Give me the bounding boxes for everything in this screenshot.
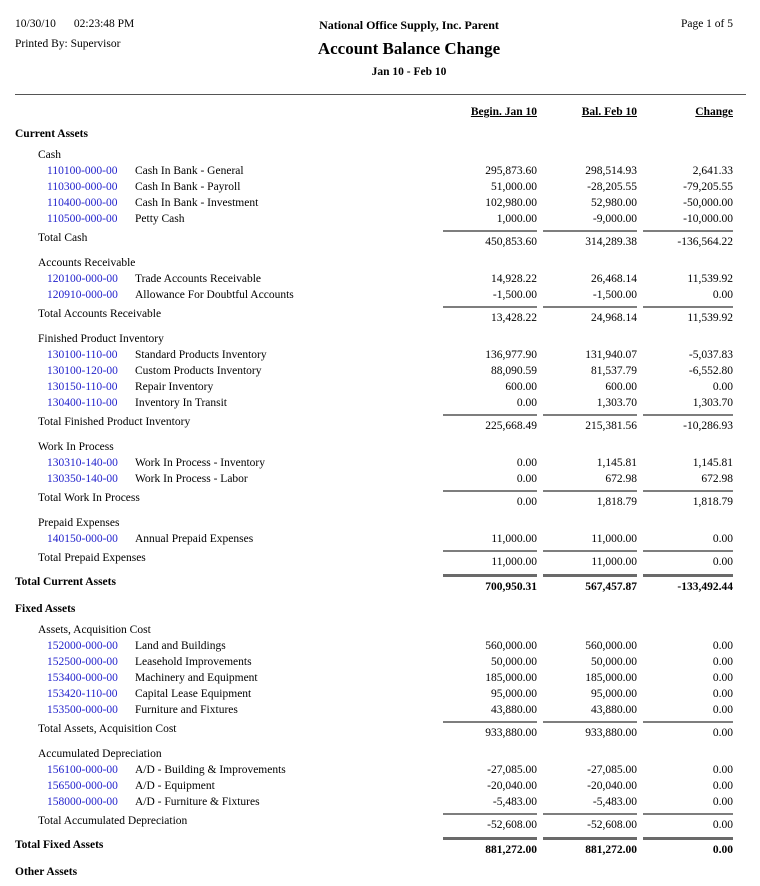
- value-cell-col1: 560,000.00: [485, 640, 537, 652]
- account-row: [15, 794, 733, 810]
- account-row: [15, 271, 733, 287]
- account-number-link[interactable]: 140150-000-00: [47, 533, 118, 545]
- value-cell-col3: 1,818.79: [643, 490, 733, 510]
- account-cell: [15, 395, 437, 411]
- section-row: [15, 126, 733, 142]
- value-cell-col3: -136,564.22: [643, 230, 733, 250]
- value-cell-col1: [443, 147, 537, 163]
- value-cell-col3: [643, 864, 733, 880]
- value-cell-col3: [643, 255, 733, 271]
- subtotal-row: [15, 550, 733, 570]
- value-cell-col2: 131,940.07: [585, 349, 637, 361]
- subsection-row: [15, 147, 733, 163]
- value-cell-col3: 0.00: [712, 796, 733, 808]
- column-header-bal: [543, 104, 637, 120]
- value-cell-col1: -27,085.00: [487, 764, 537, 776]
- account-description: Land and Buildings: [135, 640, 226, 652]
- value-cell-col1: 14,928.22: [491, 273, 537, 285]
- value-cell-col1: 13,428.22: [443, 306, 537, 326]
- account-row: [15, 654, 733, 670]
- value-cell-col1: 600.00: [505, 381, 537, 393]
- value-cell-col3: 0.00: [712, 381, 733, 393]
- value-cell-col1: 0.00: [516, 473, 537, 485]
- header-left: [15, 14, 195, 54]
- account-description: Custom Products Inventory: [135, 365, 262, 377]
- column-header-spacer: [15, 104, 437, 120]
- column-header-row: [15, 104, 733, 120]
- value-cell-col1: 0.00: [443, 490, 537, 510]
- value-cell-col3: 672.98: [701, 473, 733, 485]
- value-cell-col2: -5,483.00: [592, 796, 637, 808]
- account-cell: [15, 455, 437, 471]
- subsection-row: [15, 515, 733, 531]
- value-cell-col1: -5,483.00: [492, 796, 537, 808]
- value-cell-col2: 11,000.00: [543, 550, 637, 570]
- print-time: 02:23:48 PM: [73, 18, 135, 30]
- header-center: [195, 14, 623, 78]
- subsection-label: Accumulated Depreciation: [38, 748, 162, 760]
- value-cell-col2: [543, 864, 637, 880]
- value-cell-col3: -10,000.00: [683, 213, 733, 225]
- account-cell: [15, 179, 437, 195]
- value-cell-col2: [543, 439, 637, 455]
- account-number-link[interactable]: 120100-000-00: [47, 273, 118, 285]
- account-description: Cash In Bank - General: [135, 165, 244, 177]
- account-row: [15, 395, 733, 411]
- account-description: Petty Cash: [135, 213, 185, 225]
- value-cell-col3: -50,000.00: [683, 197, 733, 209]
- account-description: Inventory In Transit: [135, 397, 227, 409]
- account-row: [15, 686, 733, 702]
- value-cell-col1: 88,090.59: [491, 365, 537, 377]
- account-description: Machinery and Equipment: [135, 672, 258, 684]
- print-datetime: [15, 14, 195, 34]
- page-number: Page 1 of 5: [680, 18, 733, 30]
- account-number-link[interactable]: 130310-140-00: [47, 457, 118, 469]
- value-cell-col1: [443, 601, 537, 617]
- subtotal-row: [15, 721, 733, 741]
- value-cell-col1: 0.00: [516, 457, 537, 469]
- value-cell-col2: 50,000.00: [591, 656, 637, 668]
- value-cell-col1: 11,000.00: [491, 533, 537, 545]
- value-cell-col2: -28,205.55: [587, 181, 637, 193]
- value-cell-col1: 0.00: [516, 397, 537, 409]
- section-row: [15, 601, 733, 617]
- account-description: Cash In Bank - Payroll: [135, 181, 241, 193]
- value-cell-col1: [443, 746, 537, 762]
- value-cell-col1: [443, 439, 537, 455]
- account-number-link[interactable]: 156500-000-00: [47, 780, 118, 792]
- subtotal-label: Total Accounts Receivable: [38, 308, 162, 320]
- column-header-bal-label: Bal. Feb 10: [581, 106, 637, 118]
- value-cell-col1: [443, 622, 537, 638]
- account-cell: [15, 363, 437, 379]
- column-header-change-label: Change: [695, 106, 733, 118]
- account-row: [15, 195, 733, 211]
- value-cell-col2: -20,040.00: [587, 780, 637, 792]
- value-cell-col1: 43,880.00: [491, 704, 537, 716]
- value-cell-col3: 0.00: [643, 837, 733, 858]
- value-cell-col3: [643, 147, 733, 163]
- value-cell-col2: 672.98: [605, 473, 637, 485]
- column-header-begin: [443, 104, 537, 120]
- value-cell-col2: -52,608.00: [543, 813, 637, 833]
- account-cell: [15, 654, 437, 670]
- value-cell-col2: 314,289.38: [543, 230, 637, 250]
- value-cell-col3: 0.00: [712, 289, 733, 301]
- account-description: A/D - Equipment: [135, 780, 215, 792]
- account-number-link[interactable]: 110100-000-00: [47, 165, 118, 177]
- value-cell-col1: 51,000.00: [491, 181, 537, 193]
- subsection-row: [15, 622, 733, 638]
- value-cell-col3: [643, 601, 733, 617]
- value-cell-col1: [443, 126, 537, 142]
- value-cell-col1: [443, 515, 537, 531]
- value-cell-col2: 215,381.56: [543, 414, 637, 434]
- value-cell-col2: 81,537.79: [591, 365, 637, 377]
- account-description: A/D - Furniture & Fixtures: [135, 796, 260, 808]
- value-cell-col1: [443, 255, 537, 271]
- print-date: 10/30/10: [15, 18, 56, 30]
- account-description: Repair Inventory: [135, 381, 214, 393]
- value-cell-col1: 700,950.31: [443, 574, 537, 595]
- account-number-link[interactable]: 130400-110-00: [47, 397, 118, 409]
- subsection-row: [15, 439, 733, 455]
- value-cell-col1: 102,980.00: [485, 197, 537, 209]
- value-cell-col3: -6,552.80: [688, 365, 733, 377]
- value-cell-col2: 185,000.00: [585, 672, 637, 684]
- subsection-label: Cash: [38, 149, 61, 161]
- account-cell: [15, 211, 437, 227]
- account-description: Standard Products Inventory: [135, 349, 267, 361]
- value-cell-col3: 11,539.92: [643, 306, 733, 326]
- value-cell-col3: [643, 331, 733, 347]
- account-row: [15, 211, 733, 227]
- value-cell-col3: 0.00: [712, 704, 733, 716]
- account-row: [15, 163, 733, 179]
- value-cell-col1: 1,000.00: [496, 213, 537, 225]
- value-cell-col2: [543, 147, 637, 163]
- value-cell-col1: -52,608.00: [443, 813, 537, 833]
- subsection-label: Work In Process: [38, 441, 114, 453]
- account-description: Cash In Bank - Investment: [135, 197, 259, 209]
- account-number-link[interactable]: 130100-110-00: [47, 349, 118, 361]
- section-label: Fixed Assets: [15, 603, 76, 615]
- value-cell-col3: -10,286.93: [643, 414, 733, 434]
- account-number-link[interactable]: 130100-120-00: [47, 365, 118, 377]
- account-number-link[interactable]: 120910-000-00: [47, 289, 118, 301]
- account-description: Trade Accounts Receivable: [135, 273, 262, 285]
- account-row: [15, 379, 733, 395]
- report-body: [15, 126, 733, 880]
- account-description: Work In Process - Labor: [135, 473, 248, 485]
- account-number-link[interactable]: 152500-000-00: [47, 656, 118, 668]
- account-number-link[interactable]: 110300-000-00: [47, 181, 118, 193]
- subsection-row: [15, 331, 733, 347]
- value-cell-col3: 11,539.92: [687, 273, 733, 285]
- account-cell: [15, 531, 437, 547]
- value-cell-col1: 225,668.49: [443, 414, 537, 434]
- value-cell-col2: 24,968.14: [543, 306, 637, 326]
- value-cell-col2: -27,085.00: [587, 764, 637, 776]
- subsection-label: Prepaid Expenses: [38, 517, 120, 529]
- subtotal-row: [15, 813, 733, 833]
- value-cell-col2: [543, 515, 637, 531]
- account-row: [15, 471, 733, 487]
- value-cell-col3: [643, 746, 733, 762]
- value-cell-col2: 881,272.00: [543, 837, 637, 858]
- value-cell-col3: 0.00: [643, 813, 733, 833]
- company-name: National Office Supply, Inc. Parent: [319, 18, 499, 32]
- subtotal-row: [15, 306, 733, 326]
- value-cell-col1: [443, 331, 537, 347]
- value-cell-col2: 43,880.00: [591, 704, 637, 716]
- account-row: [15, 363, 733, 379]
- section-row: [15, 864, 733, 880]
- value-cell-col3: [643, 622, 733, 638]
- value-cell-col3: [643, 515, 733, 531]
- value-cell-col2: [543, 331, 637, 347]
- value-cell-col2: 600.00: [605, 381, 637, 393]
- account-cell: [15, 271, 437, 287]
- subtotal-label: Total Assets, Acquisition Cost: [38, 723, 177, 735]
- value-cell-col3: 0.00: [712, 656, 733, 668]
- account-row: [15, 531, 733, 547]
- account-description: Work In Process - Inventory: [135, 457, 266, 469]
- subsection-label: Assets, Acquisition Cost: [38, 624, 151, 636]
- value-cell-col1: 185,000.00: [485, 672, 537, 684]
- grandtotal-row: [15, 837, 733, 858]
- grandtotal-label: Total Current Assets: [15, 576, 116, 588]
- subsection-label: Accounts Receivable: [38, 257, 136, 269]
- account-cell: [15, 195, 437, 211]
- account-number-link[interactable]: 152000-000-00: [47, 640, 118, 652]
- grandtotal-label: Total Fixed Assets: [15, 839, 104, 851]
- report-period: Jan 10 - Feb 10: [371, 66, 447, 78]
- subtotal-row: [15, 414, 733, 434]
- value-cell-col2: -9,000.00: [592, 213, 637, 225]
- account-number-link[interactable]: 153400-000-00: [47, 672, 118, 684]
- subtotal-row: [15, 490, 733, 510]
- account-cell: [15, 762, 437, 778]
- value-cell-col3: 0.00: [712, 640, 733, 652]
- value-cell-col3: -79,205.55: [683, 181, 733, 193]
- printed-by: Printed By: Supervisor: [15, 38, 121, 50]
- value-cell-col1: 881,272.00: [443, 837, 537, 858]
- value-cell-col1: 450,853.60: [443, 230, 537, 250]
- account-cell: [15, 702, 437, 718]
- value-cell-col1: -20,040.00: [487, 780, 537, 792]
- account-number-link[interactable]: 110400-000-00: [47, 197, 118, 209]
- account-cell: [15, 794, 437, 810]
- value-cell-col1: 933,880.00: [443, 721, 537, 741]
- account-row: [15, 455, 733, 471]
- account-description: Allowance For Doubtful Accounts: [135, 289, 294, 301]
- value-cell-col3: 2,641.33: [692, 165, 733, 177]
- value-cell-col2: -1,500.00: [592, 289, 637, 301]
- subtotal-label: Total Finished Product Inventory: [38, 416, 191, 428]
- column-header-begin-label: Begin. Jan 10: [470, 106, 537, 118]
- account-cell: [15, 686, 437, 702]
- account-number-link[interactable]: 153500-000-00: [47, 704, 118, 716]
- value-cell-col3: [643, 126, 733, 142]
- value-cell-col2: 1,303.70: [596, 397, 637, 409]
- value-cell-col3: 0.00: [712, 780, 733, 792]
- account-description: Capital Lease Equipment: [135, 688, 252, 700]
- account-cell: [15, 670, 437, 686]
- value-cell-col2: [543, 601, 637, 617]
- account-number-link[interactable]: 130150-110-00: [47, 381, 118, 393]
- value-cell-col2: 298,514.93: [585, 165, 637, 177]
- section-label: Other Assets: [15, 866, 78, 878]
- subtotal-row: [15, 230, 733, 250]
- value-cell-col3: 1,145.81: [692, 457, 733, 469]
- account-cell: [15, 379, 437, 395]
- value-cell-col1: 11,000.00: [443, 550, 537, 570]
- value-cell-col3: 0.00: [712, 533, 733, 545]
- value-cell-col3: 0.00: [643, 721, 733, 741]
- account-description: A/D - Building & Improvements: [135, 764, 286, 776]
- value-cell-col1: 50,000.00: [491, 656, 537, 668]
- account-row: [15, 702, 733, 718]
- account-cell: [15, 778, 437, 794]
- account-cell: [15, 287, 437, 303]
- subtotal-label: Total Work In Process: [38, 492, 140, 504]
- value-cell-col2: 560,000.00: [585, 640, 637, 652]
- value-cell-col2: 567,457.87: [543, 574, 637, 595]
- account-row: [15, 638, 733, 654]
- section-label: Current Assets: [15, 128, 88, 140]
- value-cell-col2: 11,000.00: [591, 533, 637, 545]
- column-header-change: [643, 104, 733, 120]
- value-cell-col2: 1,818.79: [543, 490, 637, 510]
- account-cell: [15, 347, 437, 363]
- account-row: [15, 347, 733, 363]
- value-cell-col3: 0.00: [712, 672, 733, 684]
- value-cell-col3: 0.00: [643, 550, 733, 570]
- subtotal-label: Total Prepaid Expenses: [38, 552, 146, 564]
- value-cell-col2: 95,000.00: [591, 688, 637, 700]
- value-cell-col3: -5,037.83: [688, 349, 733, 361]
- value-cell-col1: 295,873.60: [485, 165, 537, 177]
- report-title: Account Balance Change: [317, 39, 501, 58]
- account-row: [15, 762, 733, 778]
- value-cell-col1: 95,000.00: [491, 688, 537, 700]
- account-description: Leasehold Improvements: [135, 656, 252, 668]
- value-cell-col2: 26,468.14: [591, 273, 637, 285]
- report-header: [15, 14, 733, 78]
- grandtotal-row: [15, 574, 733, 595]
- value-cell-col1: [443, 864, 537, 880]
- value-cell-col3: 0.00: [712, 688, 733, 700]
- header-divider: [15, 94, 746, 95]
- account-number-link[interactable]: 153420-110-00: [47, 688, 118, 700]
- value-cell-col2: [543, 622, 637, 638]
- value-cell-col3: [643, 439, 733, 455]
- value-cell-col3: 0.00: [712, 764, 733, 776]
- value-cell-col2: 933,880.00: [543, 721, 637, 741]
- value-cell-col3: 1,303.70: [692, 397, 733, 409]
- account-number-link[interactable]: 110500-000-00: [47, 213, 118, 225]
- account-description: Furniture and Fixtures: [135, 704, 238, 716]
- subsection-label: Finished Product Inventory: [38, 333, 164, 345]
- value-cell-col1: 136,977.90: [485, 349, 537, 361]
- account-cell: [15, 163, 437, 179]
- account-description: Annual Prepaid Expenses: [135, 533, 254, 545]
- account-row: [15, 287, 733, 303]
- value-cell-col2: 52,980.00: [591, 197, 637, 209]
- value-cell-col3: -133,492.44: [643, 574, 733, 595]
- account-row: [15, 778, 733, 794]
- value-cell-col2: [543, 255, 637, 271]
- subtotal-label: Total Accumulated Depreciation: [38, 815, 188, 827]
- account-cell: [15, 471, 437, 487]
- account-number-link[interactable]: 158000-000-00: [47, 796, 118, 808]
- value-cell-col2: [543, 126, 637, 142]
- account-row: [15, 670, 733, 686]
- value-cell-col2: [543, 746, 637, 762]
- subsection-row: [15, 255, 733, 271]
- account-number-link[interactable]: 156100-000-00: [47, 764, 118, 776]
- subsection-row: [15, 746, 733, 762]
- subtotal-label: Total Cash: [38, 232, 88, 244]
- account-row: [15, 179, 733, 195]
- value-cell-col1: -1,500.00: [492, 289, 537, 301]
- value-cell-col2: 1,145.81: [596, 457, 637, 469]
- account-cell: [15, 638, 437, 654]
- account-number-link[interactable]: 130350-140-00: [47, 473, 118, 485]
